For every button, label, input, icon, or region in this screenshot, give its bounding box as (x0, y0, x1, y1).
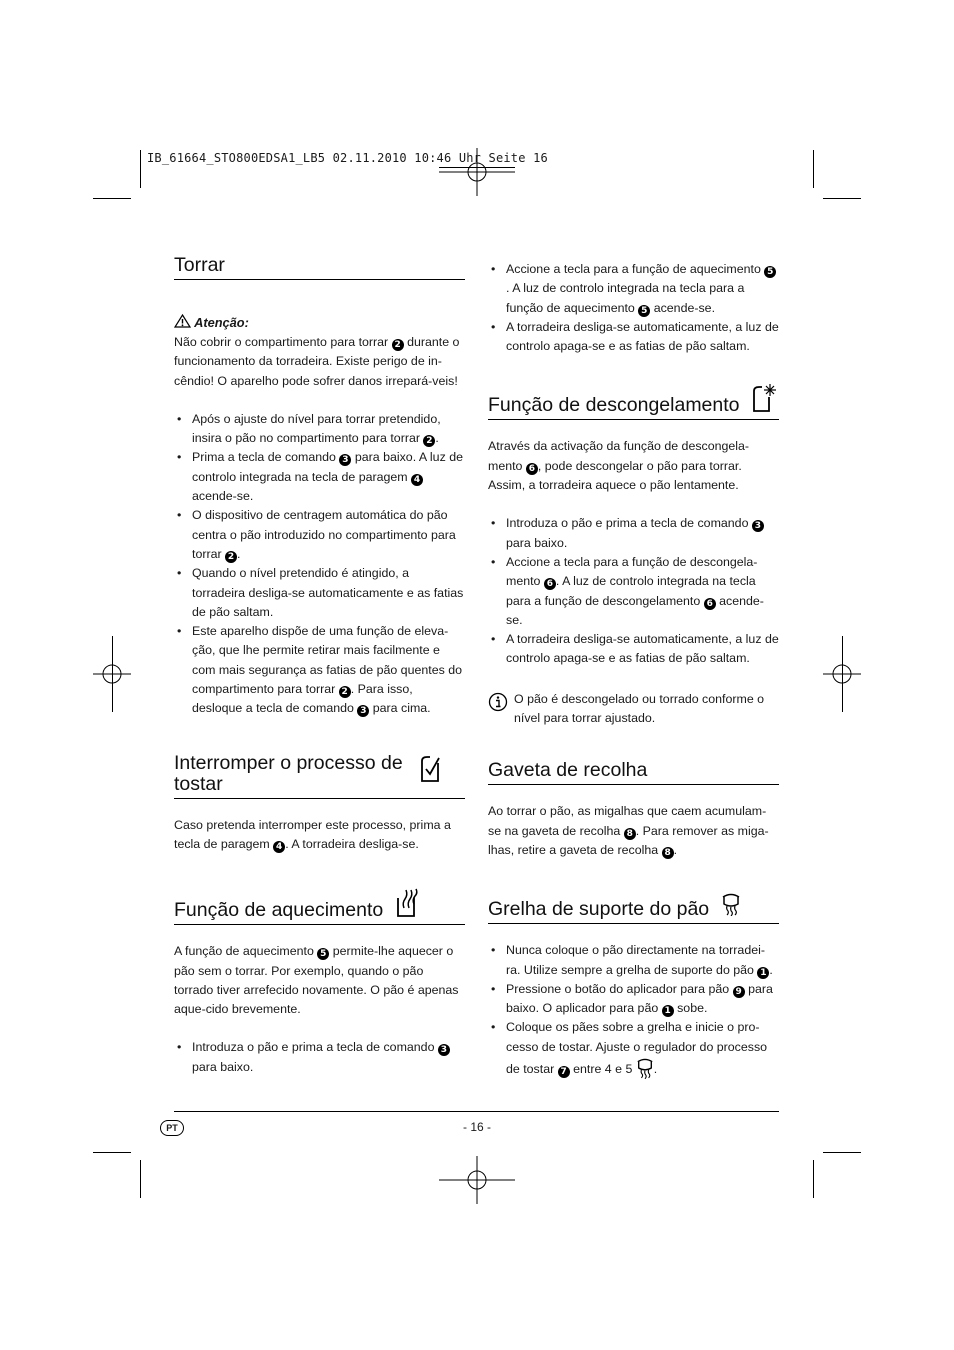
grelha-steps (488, 941, 779, 1079)
crop-mark (93, 198, 131, 199)
print-slug: IB_61664_STO800EDSA1_LB5 02.11.2010 10:46 Uhr Seite 16 (147, 151, 548, 165)
part-number-badge: 1 (662, 1005, 674, 1017)
text: . A luz de controlo integrada na tecla para a função de descongelamento (506, 574, 756, 608)
text: Nunca coloque o pão directamente na torradei-ra. Utilize sempre a grelha de suporte do pão (506, 943, 765, 977)
crop-mark (140, 1160, 141, 1198)
part-number-badge: 4 (411, 474, 423, 486)
warning-title-text: Atenção: (194, 315, 249, 330)
text: . (769, 962, 773, 977)
page-number: - 16 - (462, 1120, 491, 1134)
text: A torradeira desliga-se automaticamente, a luz de controlo apaga-se e as fatias de pão saltam. (506, 319, 779, 354)
section-title-descongelamento (488, 383, 779, 420)
part-number-badge: 6 (526, 463, 538, 475)
text: acende-se. (192, 489, 254, 504)
part-number-badge: 5 (317, 948, 329, 960)
list-item (174, 506, 465, 564)
text: para baixo. (506, 535, 568, 550)
slug-underline (439, 167, 515, 168)
defrost-icon (751, 383, 777, 413)
part-number-badge: 3 (752, 520, 764, 532)
part-number-badge: 2 (392, 339, 404, 351)
text: acende-se. (650, 300, 716, 315)
text: durante o funcionamento da torradeira. Existe perigo de in-cêndio! O aparelho pode sofrer danos irrepará-veis! (174, 335, 460, 388)
part-number-badge: 7 (558, 1066, 570, 1078)
list-item (174, 448, 465, 506)
language-badge: PT (160, 1120, 184, 1136)
warning-triangle-icon (174, 314, 191, 328)
part-number-badge: 3 (438, 1044, 450, 1056)
crop-mark (823, 198, 861, 199)
list-item (488, 980, 779, 1019)
section-title-interromper (174, 753, 465, 799)
text: Accione a tecla para a função de aquecimento (506, 262, 765, 276)
text: Ao torrar o pão, as migalhas que caem acumulam-se na gaveta de recolha (488, 804, 767, 838)
text: Quando o nível pretendido é atingido, a torradeira desliga-se automaticamente e as fatias de pão saltam. (192, 566, 464, 619)
list-item (174, 1038, 465, 1077)
registration-mark-icon (93, 636, 169, 712)
part-number-badge: 9 (733, 986, 745, 998)
text: O dispositivo de centragem automática do pão centra o pão introduzido no compartimento para torrar (192, 508, 456, 561)
text: Coloque os pães sobre a grelha e inicie o pro-cesso de tostar. Ajuste o regulador do processo de tostar (506, 1020, 768, 1077)
section-title-gaveta (488, 760, 779, 785)
text: para baixo. O aplicador para pão (506, 981, 773, 1016)
info-icon (488, 692, 508, 712)
text: Através da activação da função de descongela-mento (488, 439, 750, 473)
text: Não cobrir o compartimento para torrar (174, 335, 392, 349)
text: para baixo. A luz de controlo integrada na tecla de paragem (192, 450, 463, 484)
info-text: O pão é descongelado ou torrado conforme o nível para torrar ajustado. (514, 691, 765, 726)
section-title-torrar (174, 255, 465, 280)
list-item (174, 564, 465, 622)
text: Este aparelho dispõe de uma função de eleva-ção, que lhe permite retirar mais facilmente e com mais segurança as fatias de pão quentes do compartimento para torrar (192, 624, 463, 697)
section-title-text: Função de aquecimento (174, 899, 384, 922)
part-number-badge: 2 (423, 435, 435, 447)
text: . (673, 842, 678, 857)
text: . (653, 1062, 658, 1077)
text: Após o ajuste do nível para torrar pretendido, insira o pão no compartimento para torrar (192, 411, 441, 446)
text: . (237, 546, 241, 561)
list-item (488, 260, 779, 318)
list-item (488, 630, 779, 669)
part-number-badge: 2 (339, 686, 351, 698)
section-title-text: Gaveta de recolha (488, 759, 648, 782)
reheat-icon (395, 888, 419, 918)
part-number-badge: 6 (544, 578, 556, 590)
crop-mark (93, 1152, 131, 1153)
text: . Para isso, desloque a tecla de comando (192, 682, 413, 716)
text: Caso pretenda interromper este processo, prima a tecla de paragem (174, 817, 451, 851)
text: acende-se. (506, 593, 764, 627)
part-number-badge: 1 (757, 967, 769, 979)
interromper-text (174, 816, 465, 855)
crop-mark (140, 150, 141, 188)
text: . (435, 431, 439, 446)
list-item (488, 553, 779, 630)
descongelamento-steps (488, 514, 779, 668)
section-title-grelha (488, 892, 779, 924)
text: para cima. (369, 701, 431, 716)
bun-rack-icon (636, 1057, 654, 1079)
warning-title (174, 313, 465, 333)
text: Introduza o pão e prima a tecla de comando (506, 516, 752, 531)
list-item (488, 318, 779, 357)
aquecimento-text (174, 942, 465, 1019)
warning-block (174, 313, 465, 391)
left-column (174, 255, 465, 1077)
crop-mark (823, 1152, 861, 1153)
text: . A torradeira desliga-se. (285, 836, 419, 851)
footer-rule (174, 1111, 779, 1112)
registration-mark-icon (439, 1142, 515, 1218)
list-item (488, 941, 779, 980)
list-item (488, 514, 779, 553)
text: Accione a tecla para a função de descongela-mento (506, 554, 758, 589)
part-number-badge: 5 (638, 305, 650, 317)
section-title-text: Interromper o processo de tostar (174, 751, 403, 795)
part-number-badge: 3 (339, 454, 351, 466)
text: A função de aquecimento (174, 944, 318, 959)
part-number-badge: 2 (225, 551, 237, 563)
text: para baixo. (192, 1059, 254, 1074)
text: permite-lhe aquecer o pão sem o torrar. Por exemplo, quando o pão torrado tiver arrefecido novamente. O pão é apenas aque-cido brevemente. (174, 944, 459, 1017)
section-title-text: Função de descongelamento (488, 394, 740, 417)
part-number-badge: 8 (662, 847, 674, 859)
text: . A luz de controlo integrada na tecla para a função de aquecimento (506, 281, 745, 315)
registration-mark-icon (823, 636, 899, 712)
text: sobe. (673, 1001, 708, 1016)
list-item (174, 622, 465, 718)
section-title-text: Torrar (174, 254, 225, 276)
aquecimento-steps-continued (488, 260, 779, 356)
crop-mark (813, 1160, 814, 1198)
info-note (488, 690, 779, 729)
list-item (488, 1018, 779, 1079)
part-number-badge: 3 (357, 705, 369, 717)
crop-mark (813, 150, 814, 188)
registration-mark-icon (439, 134, 515, 210)
part-number-badge: 4 (273, 841, 285, 853)
part-number-badge: 8 (624, 828, 636, 840)
text: , pode descongelar o pão para torrar. Assim, a torradeira aquece o pão lentamente. (488, 458, 742, 493)
gaveta-text (488, 802, 779, 860)
descongelamento-text (488, 437, 779, 495)
stop-toast-icon (419, 755, 441, 783)
aquecimento-steps (174, 1038, 465, 1077)
text: A torradeira desliga-se automaticamente, a luz de controlo apaga-se e as fatias de pão saltam. (506, 632, 779, 666)
text: Pressione o botão do aplicador para pão (506, 981, 733, 996)
section-title-aquecimento (174, 888, 465, 925)
text: Prima a tecla de comando (192, 450, 340, 465)
bun-rack-icon (721, 892, 741, 916)
torrar-steps (174, 410, 465, 719)
warning-text (174, 333, 465, 391)
part-number-badge: 6 (704, 598, 716, 610)
text: Introduza o pão e prima a tecla de comando (192, 1040, 438, 1055)
part-number-badge: 5 (764, 266, 776, 278)
right-column (488, 260, 779, 1079)
text: entre 4 e 5 (569, 1062, 636, 1077)
text: . Para remover as miga-lhas, retire a gaveta de recolha (488, 823, 769, 857)
section-title-text: Grelha de suporte do pão (488, 898, 710, 921)
list-item (174, 410, 465, 449)
